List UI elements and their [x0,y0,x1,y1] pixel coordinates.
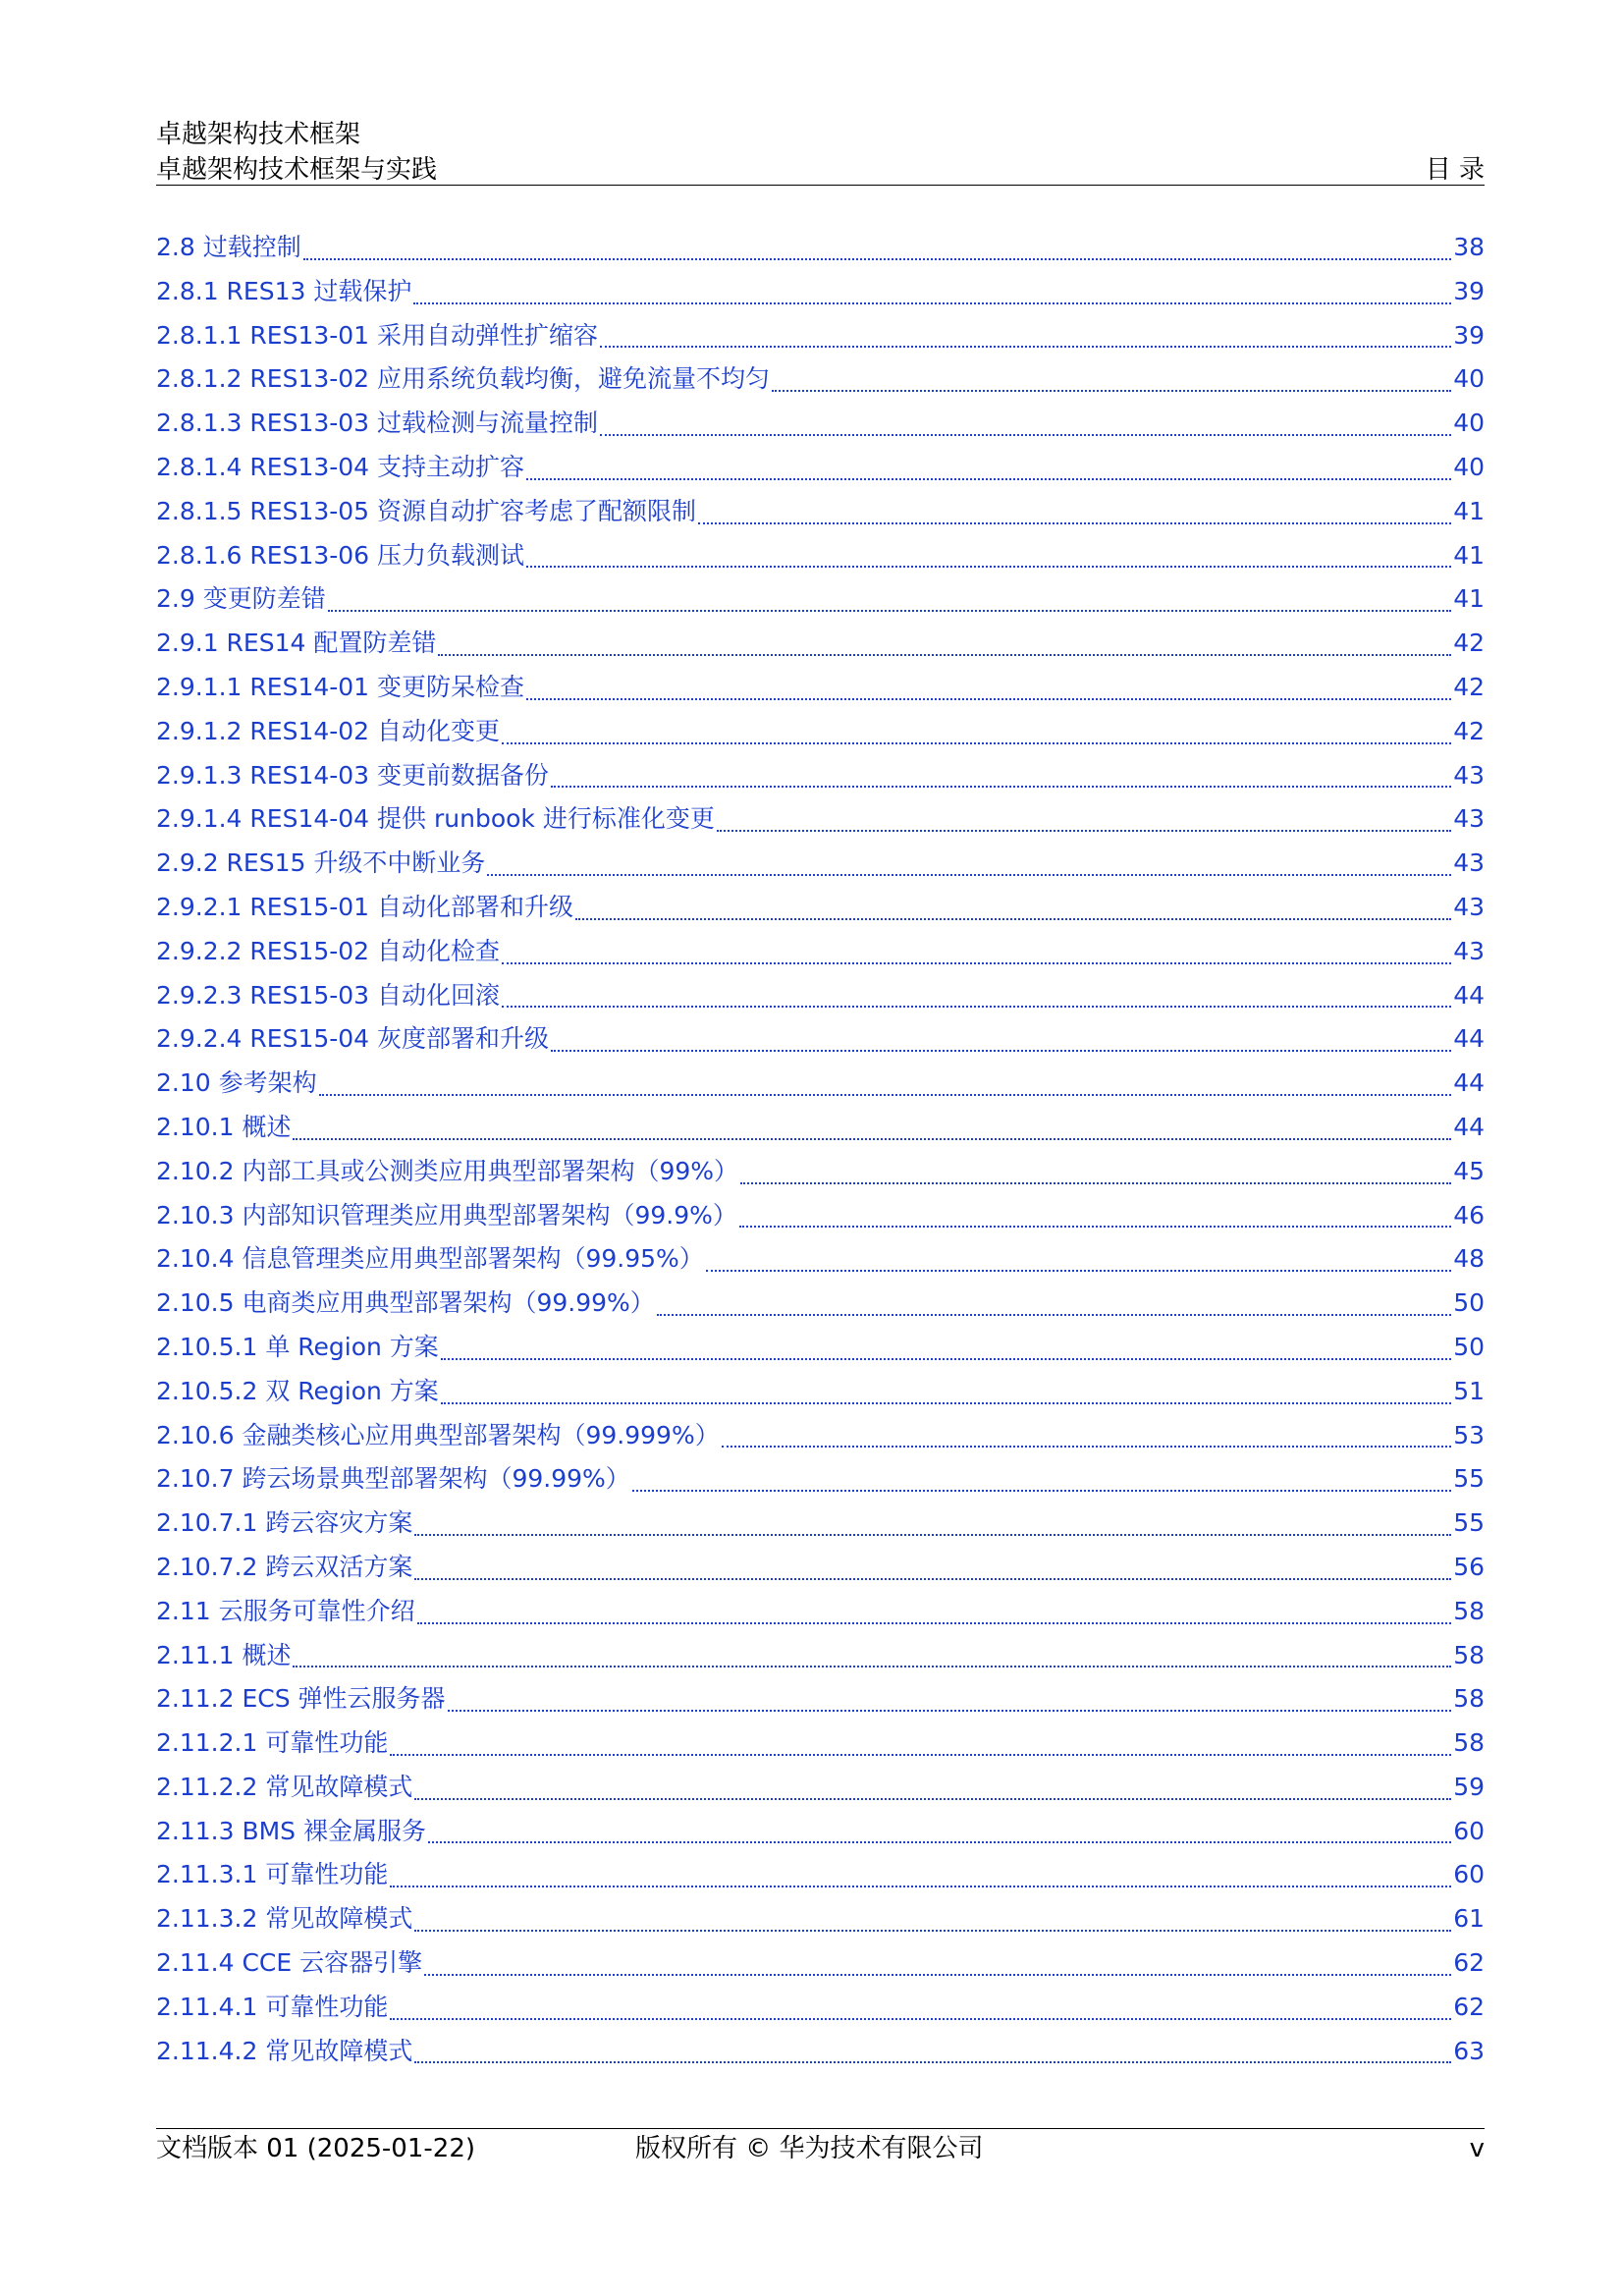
toc-entry-page-number[interactable]: 50 [1453,1288,1485,1318]
toc-entry[interactable] [156,932,1485,976]
toc-entry-title[interactable]: 2.8.1.4 RES13-04 支持主动扩容 [156,452,525,481]
toc-entry[interactable] [156,668,1485,712]
toc-entry-title[interactable]: 2.9.1 RES14 配置防差错 [156,629,437,658]
toc-entry-page-number[interactable]: 55 [1453,1508,1485,1538]
toc-entry[interactable] [156,976,1485,1020]
toc-entry[interactable] [156,1196,1485,1240]
toc-entry-page-number[interactable]: 40 [1453,452,1485,481]
toc-entry[interactable] [156,1548,1485,1592]
toc-entry[interactable] [156,1592,1485,1636]
toc-entry-title[interactable]: 2.9.2.4 RES15-04 灰度部署和升级 [156,1024,550,1054]
toc-entry[interactable] [156,1988,1485,2032]
document-subtitle: 卓越架构技术框架与实践 [156,155,438,185]
toc-entry-page-number[interactable]: 41 [1453,584,1485,614]
toc-entry-page-number[interactable]: 43 [1453,848,1485,878]
toc-entry[interactable] [156,1064,1485,1108]
toc-entry-title[interactable]: 2.10.7.2 跨云双活方案 [156,1552,413,1581]
toc-entry-page-number[interactable]: 58 [1453,1596,1485,1625]
toc-dot-leader [657,1314,1451,1316]
toc-entry-page-number[interactable]: 60 [1453,1816,1485,1845]
toc-entry-page-number[interactable]: 62 [1453,1948,1485,1978]
toc-entry-title[interactable]: 2.11.1 概述 [156,1640,292,1669]
toc-dot-leader [502,962,1451,964]
toc-entry[interactable] [156,228,1485,272]
toc-entry-title[interactable]: 2.10.2 内部工具或公测类应用典型部署架构（99%） [156,1156,739,1185]
toc-dot-leader [739,1226,1451,1228]
toc-dot-leader [441,1402,1451,1404]
toc-dot-leader [600,434,1451,436]
toc-entry[interactable] [156,272,1485,316]
toc-entry[interactable] [156,1019,1485,1064]
toc-entry[interactable] [156,316,1485,360]
toc-entry-page-number[interactable]: 58 [1453,1640,1485,1669]
toc-entry[interactable] [156,888,1485,932]
toc-dot-leader [698,522,1451,524]
toc-entry-title[interactable]: 2.11.2.1 可靠性功能 [156,1728,389,1758]
toc-entry-title[interactable]: 2.8 过载控制 [156,233,301,261]
toc-entry-page-number[interactable]: 48 [1453,1244,1485,1274]
toc-entry-title[interactable]: 2.9.1.3 RES14-03 变更前数据备份 [156,760,550,790]
toc-dot-leader [424,1974,1451,1976]
toc-dot-leader [441,1358,1451,1360]
toc-entry-title[interactable]: 2.10 参考架构 [156,1068,317,1098]
toc-entry-page-number[interactable]: 51 [1453,1376,1485,1405]
toc-entry-title[interactable]: 2.8.1.6 RES13-06 压力负载测试 [156,540,525,570]
toc-entry-page-number[interactable]: 38 [1453,233,1485,261]
toc-dot-leader [772,390,1451,392]
toc-entry[interactable] [156,1723,1485,1768]
toc-entry-page-number[interactable]: 44 [1453,1112,1485,1141]
toc-entry-title[interactable]: 2.10.5 电商类应用典型部署架构（99.99%） [156,1288,655,1318]
table-of-contents [156,228,1485,2075]
toc-entry[interactable] [156,1768,1485,1812]
toc-entry-title[interactable]: 2.10.5.2 双 Region 方案 [156,1376,439,1405]
toc-entry-page-number[interactable]: 42 [1453,629,1485,658]
toc-dot-leader [319,1094,1452,1096]
toc-entry-title[interactable]: 2.9 变更防差错 [156,584,326,614]
copyright-notice: 版权所有 © 华为技术有限公司 [635,2134,984,2163]
toc-entry-title[interactable]: 2.9.2 RES15 升级不中断业务 [156,848,486,878]
toc-entry-page-number[interactable]: 44 [1453,980,1485,1010]
toc-entry[interactable] [156,1372,1485,1416]
toc-dot-leader [706,1270,1451,1272]
toc-entry[interactable] [156,712,1485,756]
toc-dot-leader [487,874,1451,876]
toc-entry[interactable] [156,1152,1485,1196]
toc-entry-page-number[interactable]: 44 [1453,1024,1485,1054]
toc-entry-title[interactable]: 2.10.3 内部知识管理类应用典型部署架构（99.9%） [156,1200,737,1230]
toc-entry-title[interactable]: 2.9.2.3 RES15-03 自动化回滚 [156,980,501,1010]
toc-dot-leader [428,1841,1451,1843]
document-version: 文档版本 01 (2025-01-22) [156,2134,476,2163]
toc-dot-leader [414,1534,1451,1536]
toc-entry[interactable] [156,1899,1485,1943]
toc-entry[interactable] [156,844,1485,888]
toc-entry-title[interactable]: 2.9.1.4 RES14-04 提供 runbook 进行标准化变更 [156,804,715,834]
toc-dot-leader [526,478,1451,480]
toc-dot-leader [414,1798,1451,1800]
toc-entry-page-number[interactable]: 59 [1453,1772,1485,1801]
toc-entry-title[interactable]: 2.11 云服务可靠性介绍 [156,1596,415,1625]
toc-entry[interactable] [156,1855,1485,1899]
toc-entry-title[interactable]: 2.11.3 BMS 裸金属服务 [156,1816,427,1845]
toc-entry-page-number[interactable]: 40 [1453,364,1485,394]
toc-dot-leader [551,786,1451,788]
toc-entry-page-number[interactable]: 40 [1453,409,1485,438]
toc-entry[interactable] [156,624,1485,668]
toc-entry[interactable] [156,1284,1485,1328]
toc-dot-leader [417,1622,1452,1624]
toc-entry[interactable] [156,2032,1485,2076]
toc-entry-title[interactable]: 2.8.1.2 RES13-02 应用系统负载均衡，避免流量不均匀 [156,364,771,394]
toc-entry-title[interactable]: 2.9.2.2 RES15-02 自动化检查 [156,936,501,965]
toc-entry-title[interactable]: 2.9.1.2 RES14-02 自动化变更 [156,716,501,745]
toc-entry-title[interactable]: 2.10.5.1 单 Region 方案 [156,1332,439,1361]
toc-entry-page-number[interactable]: 43 [1453,892,1485,921]
toc-entry-page-number[interactable]: 39 [1453,320,1485,350]
toc-entry-title[interactable]: 2.8.1.1 RES13-01 采用自动弹性扩缩容 [156,320,599,350]
toc-entry-page-number[interactable]: 45 [1453,1156,1485,1185]
toc-dot-leader [303,258,1451,260]
toc-entry[interactable] [156,1108,1485,1152]
toc-dot-leader [414,1930,1451,1932]
toc-entry-page-number[interactable]: 60 [1453,1860,1485,1889]
toc-entry-title[interactable]: 2.10.7 跨云场景典型部署架构（99.99%） [156,1464,630,1494]
toc-entry-page-number[interactable]: 42 [1453,672,1485,701]
footer-divider [156,2128,1485,2129]
toc-dot-leader [526,566,1451,568]
toc-entry[interactable] [156,1239,1485,1284]
toc-entry-page-number[interactable]: 43 [1453,936,1485,965]
toc-entry-page-number[interactable]: 61 [1453,1904,1485,1934]
header-second-line [156,152,1485,188]
toc-entry-title[interactable]: 2.10.1 概述 [156,1112,292,1141]
toc-dot-leader [413,302,1451,304]
toc-entry[interactable] [156,579,1485,624]
toc-dot-leader [551,1050,1451,1052]
toc-entry-page-number[interactable]: 62 [1453,1992,1485,2021]
toc-dot-leader [390,1886,1451,1887]
toc-dot-leader [502,1006,1451,1008]
section-label: 目 录 [1425,155,1485,185]
toc-dot-leader [600,346,1451,348]
page-number: v [1469,2134,1485,2163]
toc-entry[interactable] [156,1943,1485,1988]
toc-entry-title[interactable]: 2.8.1.3 RES13-03 过载检测与流量控制 [156,409,599,438]
toc-entry-page-number[interactable]: 46 [1453,1200,1485,1230]
toc-entry[interactable] [156,492,1485,536]
toc-entry-title[interactable]: 2.9.1.1 RES14-01 变更防呆检查 [156,672,525,701]
toc-entry-page-number[interactable]: 43 [1453,804,1485,834]
toc-dot-leader [502,742,1451,744]
toc-entry-title[interactable]: 2.8.1 RES13 过载保护 [156,276,412,305]
toc-entry-title[interactable]: 2.10.6 金融类核心应用典型部署架构（99.999%） [156,1420,720,1449]
toc-dot-leader [328,610,1451,612]
toc-entry-title[interactable]: 2.11.3.2 常见故障模式 [156,1904,413,1934]
toc-entry-page-number[interactable]: 58 [1453,1728,1485,1758]
toc-dot-leader [293,1138,1451,1140]
toc-entry[interactable] [156,1416,1485,1460]
toc-entry-page-number[interactable]: 50 [1453,1332,1485,1361]
toc-entry-title[interactable]: 2.10.4 信息管理类应用典型部署架构（99.95%） [156,1244,704,1274]
toc-dot-leader [390,1754,1451,1756]
toc-dot-leader [740,1182,1451,1184]
toc-entry[interactable] [156,1812,1485,1856]
toc-entry-title[interactable]: 2.11.3.1 可靠性功能 [156,1860,389,1889]
toc-entry[interactable] [156,536,1485,580]
toc-entry-page-number[interactable]: 58 [1453,1684,1485,1714]
toc-entry-page-number[interactable]: 55 [1453,1464,1485,1494]
toc-entry-title[interactable]: 2.11.4 CCE 云容器引擎 [156,1948,423,1978]
page-footer [156,2131,1485,2170]
toc-entry[interactable] [156,1459,1485,1503]
toc-entry[interactable] [156,1328,1485,1372]
toc-entry[interactable] [156,799,1485,844]
toc-dot-leader [390,2018,1451,2020]
toc-dot-leader [575,918,1451,920]
toc-entry[interactable] [156,756,1485,800]
toc-dot-leader [414,2061,1451,2063]
toc-entry[interactable] [156,1503,1485,1548]
toc-entry[interactable] [156,359,1485,404]
toc-entry-title[interactable]: 2.11.2 ECS 弹性云服务器 [156,1684,446,1714]
toc-entry-page-number[interactable]: 44 [1453,1068,1485,1098]
toc-entry-title[interactable]: 2.11.4.2 常见故障模式 [156,2036,413,2065]
toc-entry-title[interactable]: 2.10.7.1 跨云容灾方案 [156,1508,413,1538]
toc-entry-page-number[interactable]: 41 [1453,540,1485,570]
toc-entry[interactable] [156,404,1485,448]
toc-dot-leader [438,654,1451,656]
toc-dot-leader [448,1710,1452,1712]
toc-dot-leader [722,1446,1451,1448]
toc-entry-page-number[interactable]: 63 [1453,2036,1485,2065]
toc-entry-page-number[interactable]: 43 [1453,760,1485,790]
toc-dot-leader [632,1490,1451,1492]
toc-entry-title[interactable]: 2.8.1.5 RES13-05 资源自动扩容考虑了配额限制 [156,496,697,525]
toc-entry-page-number[interactable]: 56 [1453,1552,1485,1581]
toc-entry[interactable] [156,448,1485,492]
document-title: 卓越架构技术框架 [156,120,361,149]
toc-entry-page-number[interactable]: 53 [1453,1420,1485,1449]
toc-entry-title[interactable]: 2.9.2.1 RES15-01 自动化部署和升级 [156,892,574,921]
toc-entry-title[interactable]: 2.11.2.2 常见故障模式 [156,1772,413,1801]
toc-dot-leader [526,698,1451,700]
toc-entry[interactable] [156,1636,1485,1680]
toc-dot-leader [414,1578,1451,1580]
toc-entry-page-number[interactable]: 42 [1453,716,1485,745]
header-divider [156,185,1485,186]
toc-entry-title[interactable]: 2.11.4.1 可靠性功能 [156,1992,389,2021]
toc-entry[interactable] [156,1679,1485,1723]
toc-dot-leader [293,1666,1451,1667]
page-header [156,117,1485,188]
toc-entry-page-number[interactable]: 39 [1453,276,1485,305]
toc-entry-page-number[interactable]: 41 [1453,496,1485,525]
toc-dot-leader [717,830,1451,832]
